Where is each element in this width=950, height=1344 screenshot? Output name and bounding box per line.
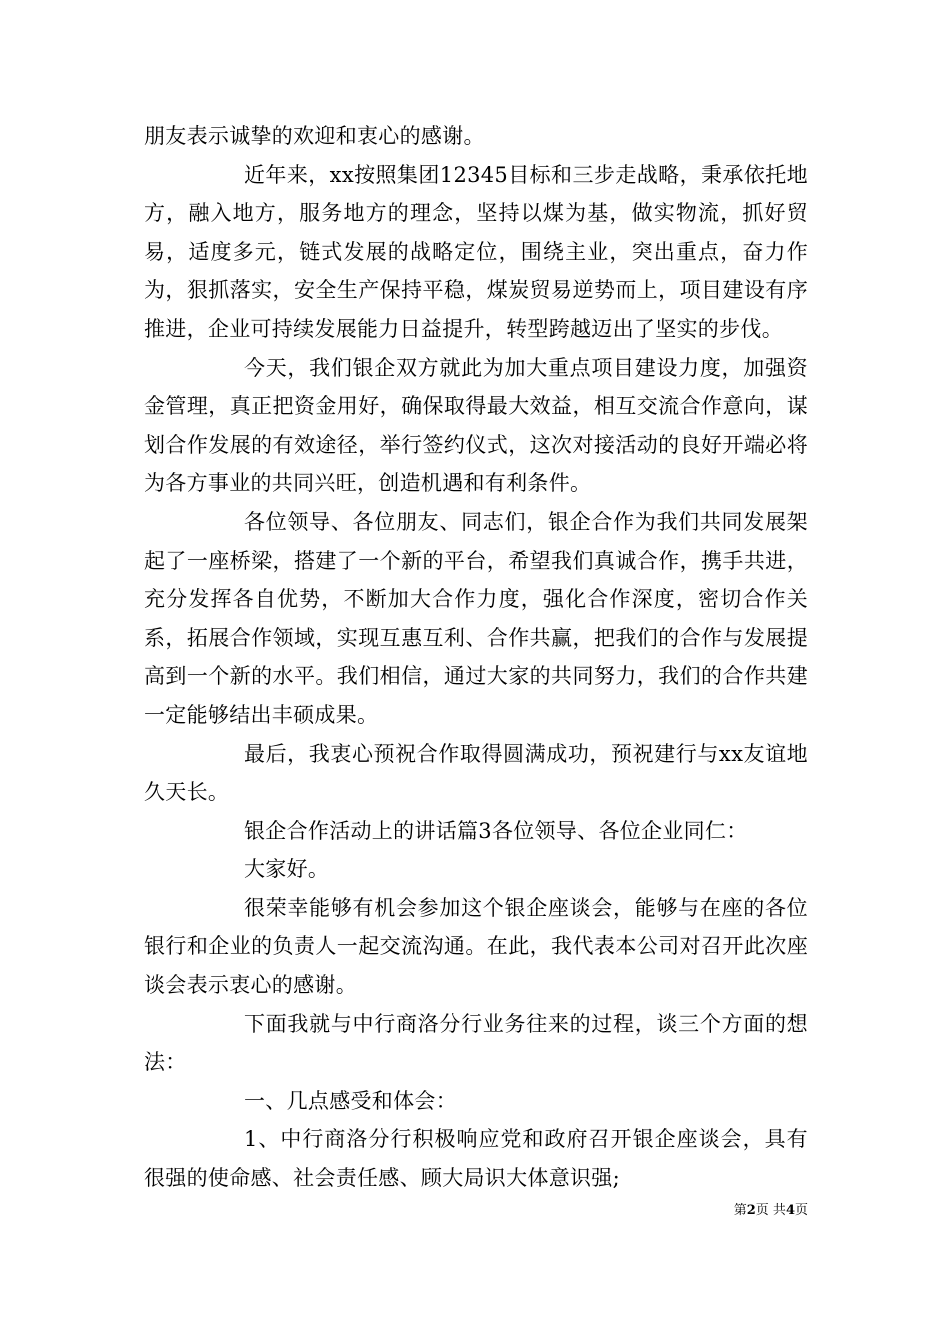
footer-middle: 页 共 [755, 1203, 786, 1218]
paragraph-cooperation: 各位领导、各位朋友、同志们，银企合作为我们共同发展架起了一座桥梁，搭建了一个新的平台，希望我们真诚合作，携手共进，充分发挥各自优势，不断加大合作力度，强化合作深度，密切合作关系，拓展合作领域，实现互惠互利、合作共赢，把我们的合作与发展提高到一个新的水平。我们相信，通过大家的共同努力，我们的合作共建一定能够结出丰硕成果。 [144, 509, 808, 727]
paragraph-three-aspects: 下面我就与中行商洛分行业务往来的过程，谈三个方面的想法： [144, 1011, 808, 1075]
paragraph-recent-years: 近年来，xx按照集团12345目标和三步走战略，秉承依托地方，融入地方，服务地方的理念，坚持以煤为基，做实物流，抓好贸易，适度多元，链式发展的战略定位，围绕主业，突出重点，奋力作为，狠抓落实，安全生产保持平稳，煤炭贸易逆势而上，项目建设有序推进，企业可持续发展能力日益提升，转型跨越迈出了坚实的步伐。 [144, 162, 808, 341]
paragraph-honored: 很荣幸能够有机会参加这个银企座谈会，能够与在座的各位银行和企业的负责人一起交流沟通。在此，我代表本公司对召开此次座谈会表示衷心的感谢。 [144, 895, 808, 998]
paragraph-today: 今天，我们银企双方就此为加大重点项目建设力度，加强资金管理，真正把资金用好，确保取得最大效益，相互交流合作意向，谋划合作发展的有效途径，举行签约仪式，这次对接活动的良好开端必将为各方事业的共同兴旺，创造机遇和有利条件。 [144, 355, 808, 496]
document-body [144, 117, 808, 1198]
footer-suffix: 页 [794, 1203, 808, 1218]
footer-current-page: 2 [746, 1203, 756, 1218]
paragraph-closing: 最后，我衷心预祝合作取得圆满成功，预祝建行与xx友谊地久天长。 [144, 741, 808, 805]
footer-total-pages: 4 [785, 1203, 795, 1218]
list-heading-one: 一、几点感受和体会： [244, 1088, 457, 1113]
footer-prefix: 第 [733, 1203, 747, 1218]
page-footer [0, 1203, 808, 1219]
section-heading-speech-3: 银企合作活动上的讲话篇3各位领导、各位企业同仁： [244, 818, 748, 843]
paragraph-greeting: 大家好。 [244, 857, 330, 882]
paragraph-continuation: 朋友表示诚挚的欢迎和衷心的感谢。 [144, 124, 485, 148]
list-item-1: 1、中行商洛分行积极响应党和政府召开银企座谈会，具有很强的使命感、社会责任感、顾大局识大体意识强; [144, 1127, 808, 1191]
